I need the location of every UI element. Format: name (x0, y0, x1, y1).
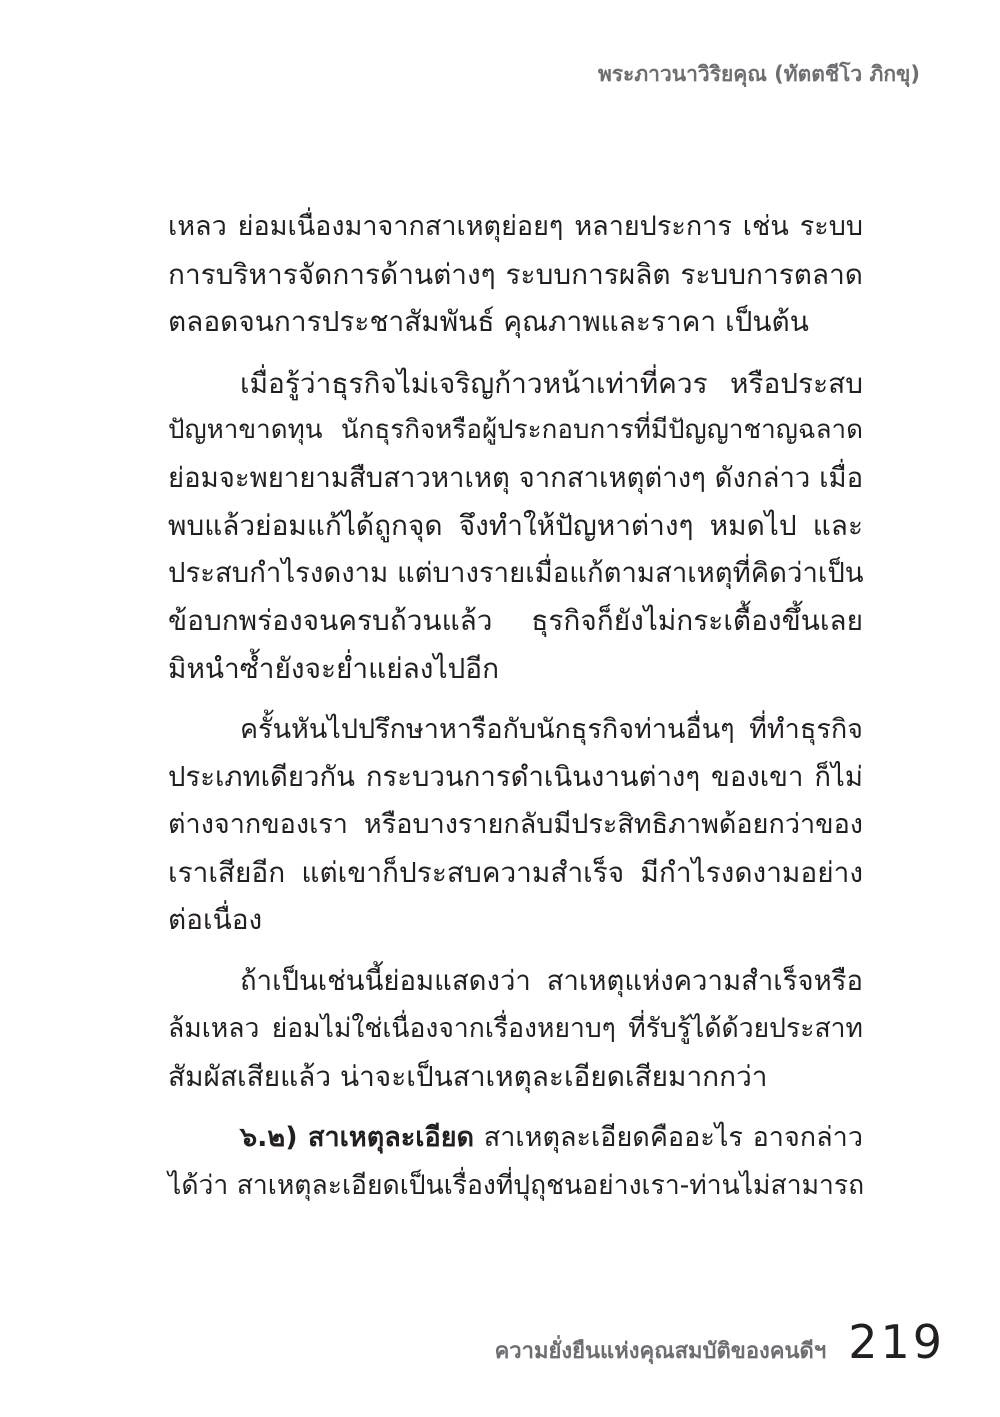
body-text (168, 203, 863, 1223)
text-run: สาเหตุละเอียดคืออะไร อาจกล่าว (474, 1122, 864, 1153)
text-line: ประสบกำไรงดงาม แต่บางรายเมื่อแก้ตามสาเหตุที่คิดว่าเป็น (168, 556, 864, 589)
section-heading: ๖.๒) สาเหตุละเอียด (240, 1122, 475, 1153)
paragraph-1 (168, 203, 863, 346)
text-line: สัมผัสเสียแล้ว น่าจะเป็นสาเหตุละเอียดเสียมากกว่า (168, 1059, 768, 1093)
page-footer (495, 1315, 945, 1369)
paragraph-2 (168, 360, 863, 693)
text-line: ล้มเหลว ย่อมไม่ใช่เนื่องจากเรื่องหยาบๆ ที่รับรู้ได้ด้วยประสาท (168, 1013, 863, 1044)
text-line: ครั้นหันไปปรึกษาหารือกับนักธุรกิจท่านอื่นๆ ที่ทำธุรกิจ (240, 714, 863, 745)
text-line: ประเภทเดียวกัน กระบวนการดำเนินงานต่างๆ ของเขา ก็ไม่ (168, 760, 863, 793)
text-line: การบริหารจัดการด้านต่างๆ ระบบการผลิต ระบบการตลาด (168, 257, 863, 291)
text-line: ข้อบกพร่องจนครบถ้วนแล้ว ธุรกิจก็ยังไม่กระเตื้องขึ้นเลย (168, 604, 863, 637)
text-line: ตลอดจนการประชาสัมพันธ์ คุณภาพและราคา เป็นต้น (168, 305, 809, 338)
running-header: พระภาวนาวิริยคุณ (ทัตตชีโว ภิกขุ) (597, 62, 920, 86)
footer-book-title: ความยั่งยืนแห่งคุณสมบัติของคนดีฯ (494, 1339, 827, 1364)
text-line: ถ้าเป็นเช่นนี้ย่อมแสดงว่า สาเหตุแห่งความสำเร็จหรือ (240, 964, 863, 997)
text-line: มิหนำซ้ำยังจะย่ำแย่ลงไปอีก (168, 651, 500, 685)
paragraph-3 (168, 706, 863, 944)
text-line: เมื่อรู้ว่าธุรกิจไม่เจริญก้าวหน้าเท่าที่ควร หรือประสบ (240, 366, 863, 400)
text-line: เราเสียอีก แต่เขาก็ประสบความสำเร็จ มีกำไรงดงามอย่าง (168, 855, 863, 889)
text-line: ปัญหาขาดทุน นักธุรกิจหรือผู้ประกอบการที่มีปัญญาชาญฉลาด (168, 415, 863, 445)
text-line: พบแล้วย่อมแก้ได้ถูกจุด จึงทำให้ปัญหาต่างๆ หมดไป และ (168, 509, 863, 542)
page-number: 219 (848, 1315, 945, 1369)
text-line: ต่างจากของเรา หรือบางรายกลับมีประสิทธิภาพด้อยกว่าของ (168, 809, 863, 840)
paragraph-5 (168, 1114, 863, 1209)
text-line: เหลว ย่อมเนื่องมาจากสาเหตุย่อยๆ หลายประการ เช่น ระบบ (168, 211, 863, 242)
text-line (168, 1114, 863, 1162)
paragraph-4 (168, 958, 863, 1101)
text-line: ย่อมจะพยายามสืบสาวหาเหตุ จากสาเหตุต่างๆ ดังกล่าว เมื่อ (168, 461, 864, 494)
text-line: ต่อเนื่อง (168, 903, 263, 936)
text-line: ได้ว่า สาเหตุละเอียดเป็นเรื่องที่ปุถุชนอย่างเรา-ท่านไม่สามารถ (168, 1169, 865, 1201)
